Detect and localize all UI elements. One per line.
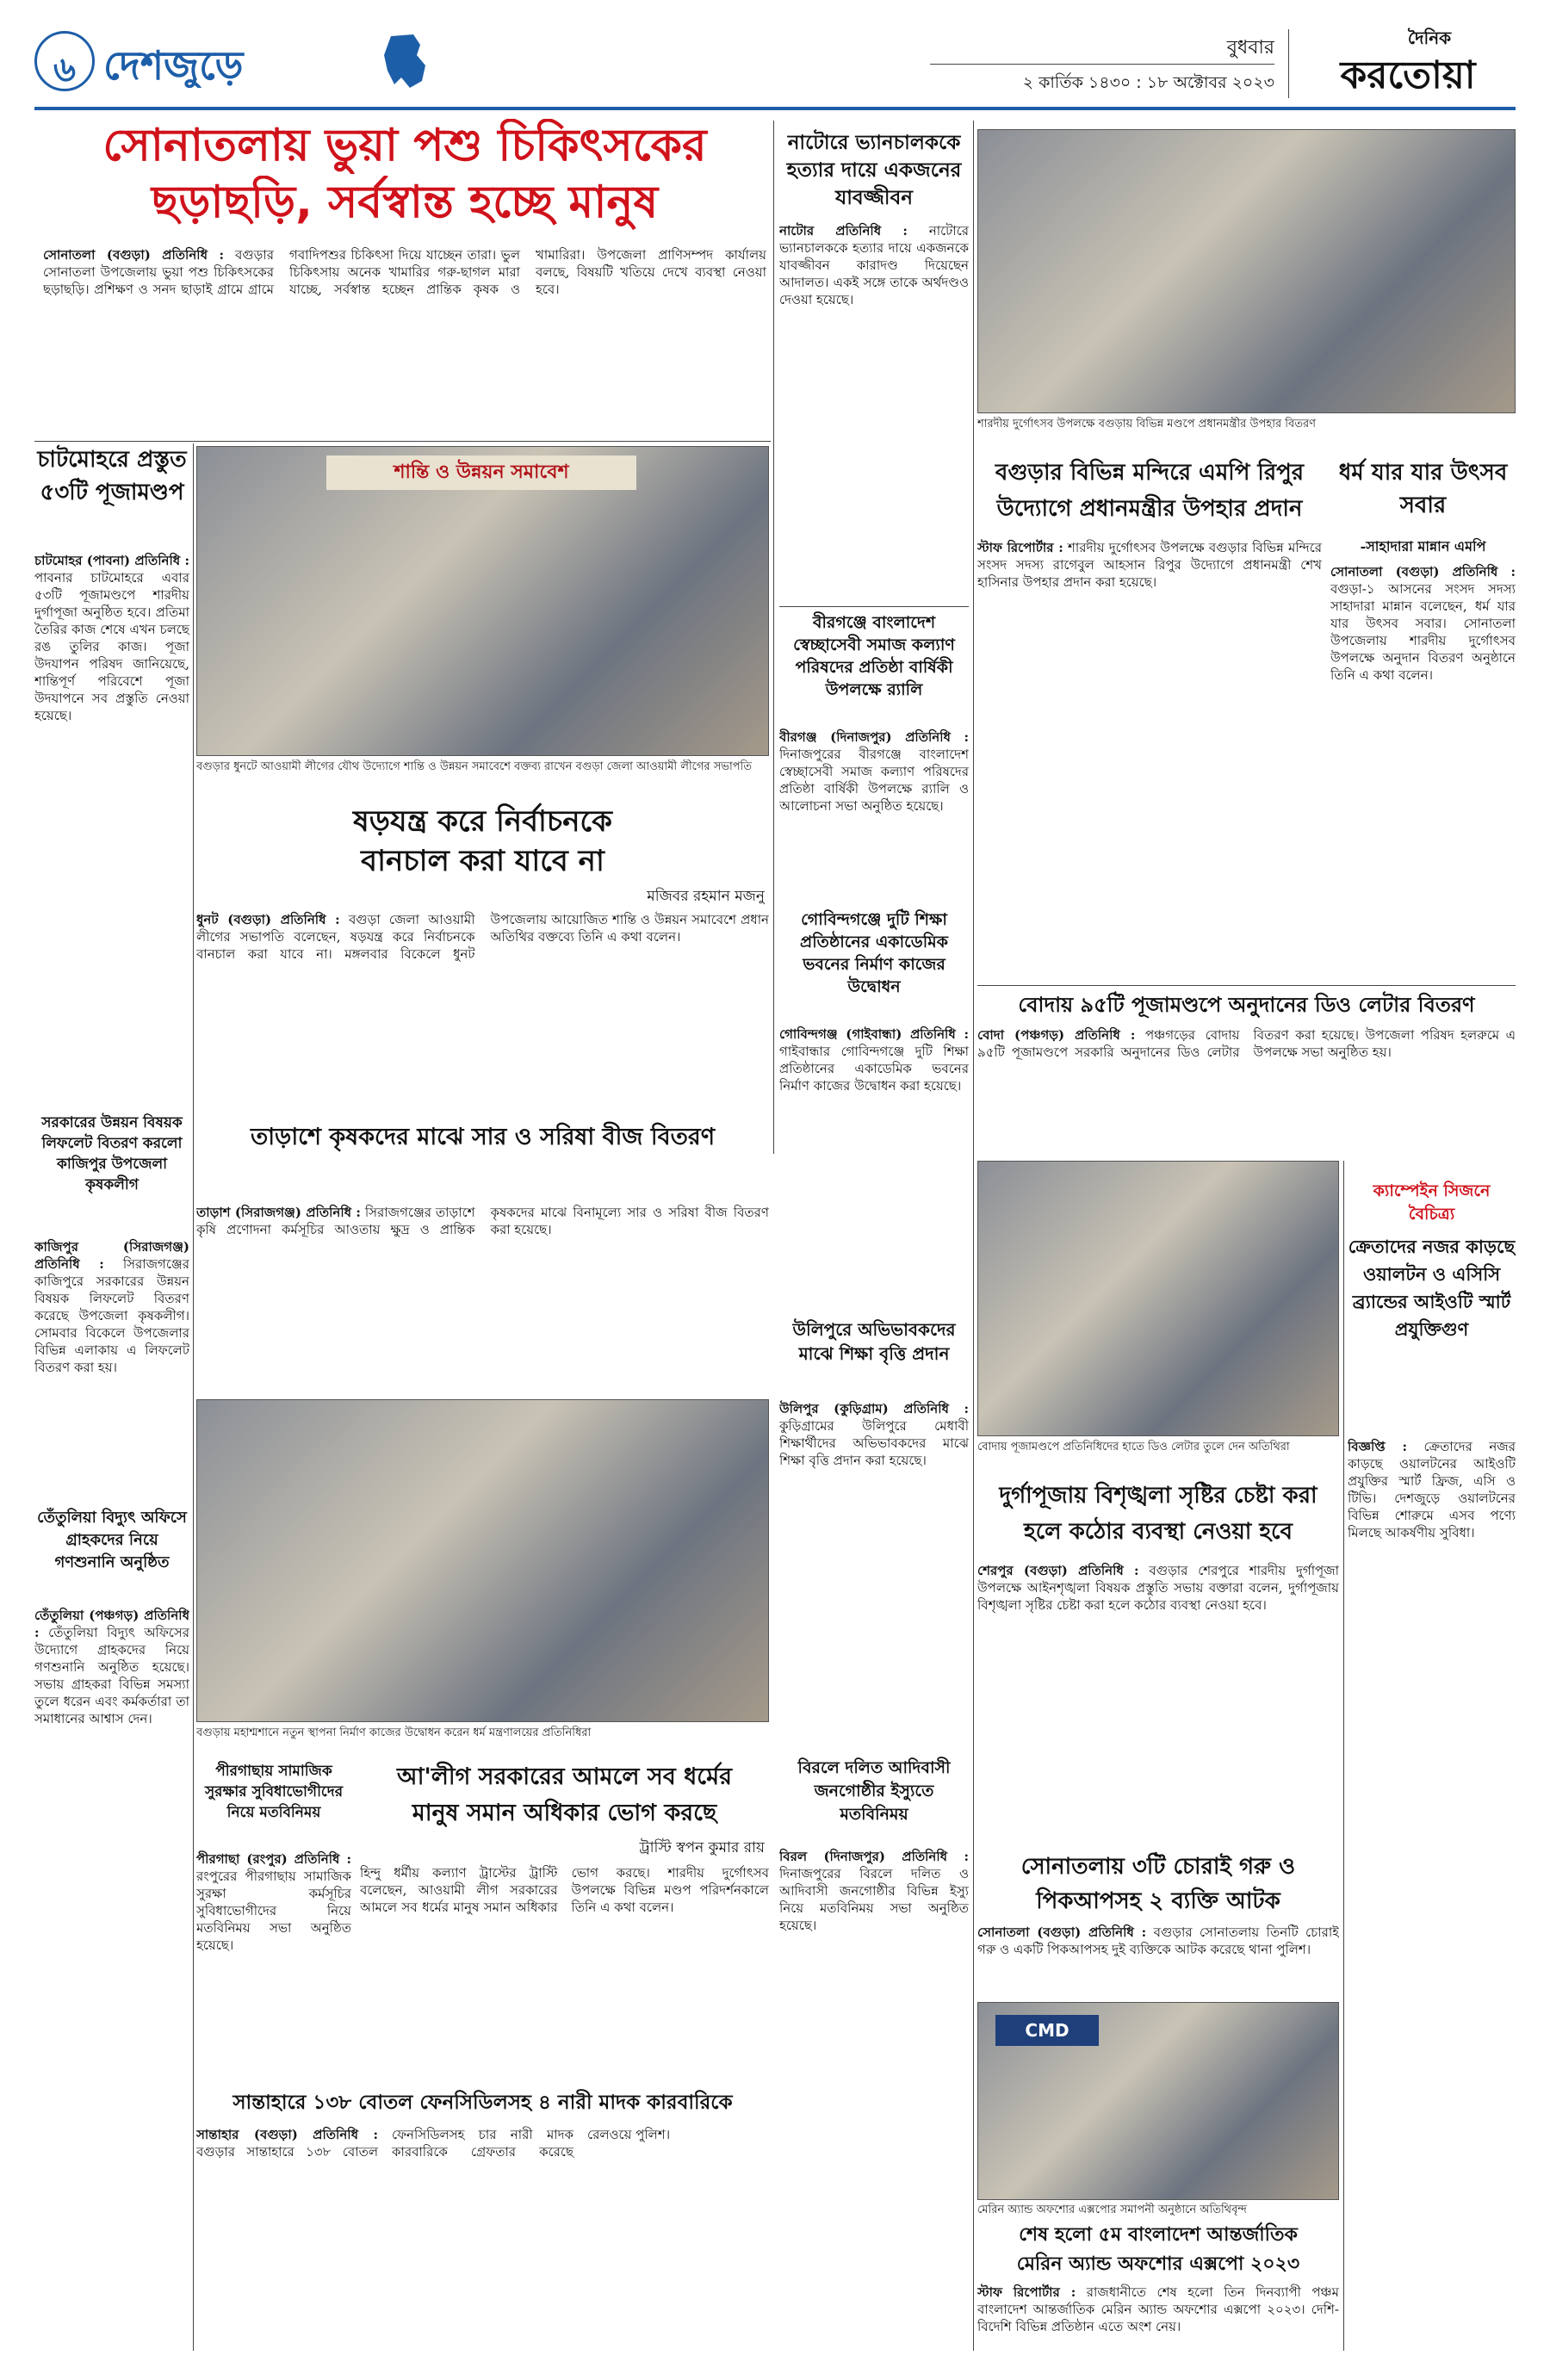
biral-headline: বিরলে দলিত আদিবাসী জনগোষ্ঠীর ইস্যুতে মতবিনিময়: [797, 1758, 951, 1824]
ripu-text: শারদীয় দুর্গোৎসব উপলক্ষে বগুড়ার বিভিন্ন মন্দিরে সংসদ সদস্য রাগেবুল আহসান রিপুর উদ্যোগে প্রধানমন্ত্রী শেখ হাসিনার উপহার প্রদান করা হয়েছে।: [977, 540, 1322, 590]
conspiracy-body: [196, 911, 769, 1109]
conspiracy-article: [196, 803, 769, 1113]
boda-photo: [977, 1161, 1339, 1436]
religions-body: হিন্দু ধর্মীয় কল্যাণ ট্রাস্টের ট্রাস্টি বলেছেন, আওয়ামী লীগ সরকারের আমলে সব ধর্মের মানুষ সমান অধিকার ভোগ করছে। শারদীয় দুর্গোৎসব উপলক্ষে বিভিন্ন মণ্ডপ পরিদর্শনকালে তিনি এ কথা বলেন।: [360, 1865, 769, 1915]
tetulia-headline: তেঁতুলিয়া বিদ্যুৎ অফিসে গ্রাহকদের নিয়ে গণশুনানি অনুষ্ঠিত: [37, 1509, 187, 1571]
natore-text: নাটোরে ভ্যানচালককে হত্যার দায়ে একজনকে যাবজ্জীবন কারাদণ্ড দিয়েছেন আদালত। একই সঙ্গে তাকে অর্থদণ্ডও দেওয়া হয়েছে।: [779, 223, 969, 307]
conspiracy-headline-line2: বানচাল করা যাবে না: [361, 844, 604, 878]
lead-text: বগুড়ার সোনাতলা উপজেলায় ভুয়া পশু চিকিৎসকের ছড়াছড়ি। প্রশিক্ষণ ও সনদ ছাড়াই গ্রামে গ্রামে গবাদিপশুর চিকিৎসা দিয়ে যাচ্ছেন তারা। ভুল চিকিৎসায় অনেক খামারির গরু-ছাগল মারা যাচ্ছে, সর্বস্বান্ত হচ্ছেন প্রান্তিক কৃষক ও খামারিরা। উপজেলা প্রাণিসম্পদ কার্যালয় বলছে, বিষয়টি খতিয়ে দেখে ব্যবস্থা নেওয়া হবে।: [43, 247, 766, 297]
natore-headline: নাটোরে ভ্যানচালককে হত্যার দায়ে একজনের যাবজ্জীবন: [786, 132, 962, 209]
tetulia-dateline: তেঁতুলিয়া (পঞ্চগড়) প্রতিনিধি :: [34, 1608, 189, 1640]
qazipur-headline: সরকারের উন্নয়ন বিষয়ক লিফলেট বিতরণ করলো কাজিপুর উপজেলা কৃষকলীগ: [41, 1114, 183, 1193]
biral-body: [779, 1848, 969, 2347]
paper-small-name: দৈনিক: [1407, 28, 1452, 46]
religions-article: [360, 1761, 769, 2079]
walton-dateline: বিজ্ঞপ্তি :: [1348, 1439, 1408, 1454]
religion-subhead: -সাহাদারা মান্নান এমপি: [1360, 538, 1486, 555]
tetulia-text: তেঁতুলিয়া বিদ্যুৎ অফিসের উদ্যোগে গ্রাহকদের নিয়ে গণশুনানি অনুষ্ঠিত হয়েছে। সভায় গ্রাহকরা বিভিন্ন সমস্যা তুলে ধরেন এবং কর্মকর্তারা তা সমাধানের আশ্বাস দেন।: [34, 1625, 189, 1726]
expo-dateline: স্টাফ রিপোর্টার :: [977, 2284, 1076, 2300]
religions-byline: ট্রাস্টি স্বপন কুমার রায়: [639, 1839, 765, 1856]
religions-headline-line2: মানুষ সমান অধিকার ভোগ করছে: [412, 1800, 717, 1826]
chatmohar-text: পাবনার চাটমোহরে এবার ৫৩টি পূজামণ্ডপে শারদীয় দুর্গাপূজা অনুষ্ঠিত হবে। প্রতিমা তৈরির কাজ শেষে এখন চলছে রঙ তুলির কাজ। পূজা উদযাপন পরিষদ জানিয়েছে, শান্তিপূর্ণ পরিবেশে পূজা উদযাপনে সব প্রস্তুতি নেওয়া হয়েছে।: [34, 570, 189, 723]
masthead: [34, 24, 1516, 103]
masthead-divider: [1288, 29, 1290, 98]
tetulia-body: [34, 1607, 189, 2347]
walton-article: [1348, 1180, 1516, 2351]
tarash-body: [196, 1204, 769, 1393]
rally-caption: বগুড়ার ধুনটে আওয়ামী লীগের যৌথ উদ্যোগে শান্তি ও উন্নয়ন সমাবেশে বক্তব্য রাখেন বগুড়া জেলা আওয়ামী লীগের সভাপতি: [196, 760, 753, 773]
sherpur-headline-line2: হলে কঠোর ব্যবস্থা নেওয়া হবে: [1024, 1519, 1293, 1545]
gobindaganj-body: [779, 1026, 969, 1310]
pirgachha-body: [196, 1850, 351, 2076]
ulipur-dateline: উলিপুর (কুড়িগ্রাম) প্রতিনিধি :: [779, 1401, 969, 1416]
ulipur-body: [779, 1400, 969, 1745]
conspiracy-text: বগুড়া জেলা আওয়ামী লীগের সভাপতি বলেছেন, ষড়যন্ত্র করে নির্বাচনকে বানচাল করা যাবে না। মঙ্গলবার বিকেলে ধুনট উপজেলায় আয়োজিত শান্তি ও উন্নয়ন সমাবেশে প্রধান অতিথির বক্তব্যে তিনি এ কথা বলেন।: [196, 912, 769, 962]
santahar-text: বগুড়ার সান্তাহারে ১৩৮ বোতল ফেনসিডিলসহ চার নারী মাদক কারবারিকে গ্রেফতার করেছে রেলওয়ে পুলিশ।: [196, 2127, 671, 2160]
walton-headline: ক্রেতাদের নজর কাড়ছে ওয়ালটন ও এসিসি ব্র্যান্ডের আইওটি স্মার্ট প্রযুক্তিগুণ: [1348, 1236, 1516, 1340]
row-rule: [779, 606, 969, 607]
theft-body: [977, 1924, 1339, 1996]
top-right-caption: শারদীয় দুর্গোৎসব উপলক্ষে বগুড়ায় বিভিন্ন মণ্ডপে প্রধানমন্ত্রীর উপহার বিতরণ: [977, 418, 1316, 431]
tarash-text: সিরাজগঞ্জের তাড়াশে কৃষি প্রণোদনা কর্মসূচির আওতায় ক্ষুদ্র ও প্রান্তিক কৃষকদের মাঝে বিনামূল্যে সার ও সরিষা বীজ বিতরণ করা হয়েছে।: [196, 1205, 769, 1237]
santahar-article: [196, 2088, 769, 2351]
ripu-headline-line1: বগুড়ার বিভিন্ন মন্দিরে এমপি রিপুর: [995, 460, 1305, 486]
sherpur-headline-line1: দুর্গাপূজায় বিশৃঙ্খলা সৃষ্টির চেষ্টা করা: [999, 1483, 1318, 1509]
birganj-article: [779, 611, 969, 904]
gobindaganj-headline: গোবিন্দগঞ্জে দুটি শিক্ষা প্রতিষ্ঠানের একাডেমিক ভবনের নির্মাণ কাজের উদ্বোধন: [800, 910, 948, 996]
santahar-body: [196, 2126, 769, 2348]
lead-article: [34, 119, 771, 437]
page-number-badge: [34, 31, 95, 91]
theft-headline-line1: সোনাতলায় ৩টি চোরাই গরু ও: [1020, 1854, 1296, 1880]
expo-headline-line2: মেরিন অ্যান্ড অফশোর এক্সপো ২০২৩: [1016, 2253, 1300, 2275]
conspiracy-dateline: ধুনট (বগুড়া) প্রতিনিধি :: [196, 912, 340, 927]
chatmohar-article: [34, 443, 189, 1106]
gobindaganj-text: গাইবান্ধার গোবিন্দগঞ্জে দুটি শিক্ষা প্রতিষ্ঠানের একাডেমিক ভবনের নির্মাণ কাজের উদ্বোধন করা হয়েছে।: [779, 1044, 969, 1094]
lead-dateline: সোনাতলা (বগুড়া) প্রতিনিধি :: [43, 247, 224, 263]
santahar-dateline: সান্তাহার (বগুড়া) প্রতিনিধি :: [196, 2127, 378, 2142]
sherpur-dateline: শেরপুর (বগুড়া) প্রতিনিধি :: [977, 1563, 1139, 1578]
paper-logo: করতোয়া: [1340, 53, 1476, 97]
lead-body: [43, 246, 766, 434]
expo-headline-line1: শেষ হলো ৫ম বাংলাদেশ আন্তর্জাতিক: [1019, 2224, 1298, 2246]
ulipur-headline: উলিপুরে অভিভাবকদের মাঝে শিক্ষা বৃত্তি প্রদান: [792, 1319, 956, 1364]
gobindaganj-dateline: গোবিন্দগঞ্জ (গাইবান্ধা) প্রতিনিধি :: [779, 1026, 969, 1042]
religion-article: [1330, 456, 1516, 1025]
top-right-photo: [977, 129, 1516, 413]
theft-dateline: সোনাতলা (বগুড়া) প্রতিনিধি :: [977, 1924, 1147, 1940]
theft-headline-line2: পিকআপসহ ২ ব্যক্তি আটক: [1036, 1888, 1280, 1914]
column-rule: [773, 121, 774, 1154]
expo-text: রাজধানীতে শেষ হলো তিন দিনব্যাপী পঞ্চম বাংলাদেশ আন্তর্জাতিক মেরিন অ্যান্ড অফশোর এক্সপো ২০২৩। দেশি-বিদেশি বিভিন্ন প্রতিষ্ঠান এতে অংশ নেয়।: [977, 2284, 1339, 2334]
boda-article: [977, 990, 1516, 1154]
expo-photo: [977, 2002, 1339, 2200]
qazipur-article: [34, 1113, 189, 1500]
rally-banner: শান্তি ও উন্নয়ন সমাবেশ: [326, 456, 636, 490]
birganj-text: দিনাজপুরের বীরগঞ্জে বাংলাদেশ স্বেচ্ছাসেবী সমাজ কল্যাণ পরিষদের প্রতিষ্ঠা বার্ষিকী উপলক্ষে র‍্যালি ও আলোচনা সভা অনুষ্ঠিত হয়েছে।: [779, 747, 969, 814]
expo-body: [977, 2284, 1339, 2349]
lead-headline-line1: সোনাতলায় ভুয়া পশু চিকিৎসকের: [102, 120, 707, 171]
boda-caption: বোদায় পূজামণ্ডপে প্রতিনিধিদের হাতে ডিও লেটার তুলে দেন অতিথিরা: [977, 1441, 1290, 1453]
boda-text: পঞ্চগড়ের বোদায় ৯৫টি পূজামণ্ডপে সরকারি অনুদানের ডিও লেটার বিতরণ করা হয়েছে। উপজেলা পরিষদ হলরুমে এ উপলক্ষে সভা অনুষ্ঠিত হয়।: [977, 1027, 1516, 1060]
tarash-article: [196, 1119, 769, 1395]
page-number: ৬: [53, 50, 76, 90]
qazipur-body: [34, 1238, 189, 1497]
qazipur-dateline: কাজিপুর (সিরাজগঞ্জ) প্রতিনিধি :: [34, 1239, 189, 1272]
pirgachha-article: [196, 1761, 351, 2079]
date-line: ২ কার্তিক ১৪৩০ : ১৮ অক্টোবর ২০২৩: [1022, 73, 1274, 92]
tarash-dateline: তাড়াশ (সিরাজগঞ্জ) প্রতিনিধি :: [196, 1205, 361, 1220]
column-rule: [973, 121, 974, 2351]
ulipur-article: [779, 1317, 969, 1748]
ulipur-text: কুড়িগ্রামের উলিপুরে মেধাবী শিক্ষার্থীদের অভিভাবকদের মাঝে শিক্ষা বৃত্তি প্রদান করা হয়েছে।: [779, 1418, 969, 1468]
rally-photo: [196, 446, 769, 756]
section-title: দেশজুড়ে: [103, 42, 244, 88]
chatmohar-headline: চাটমোহরে প্রস্তুত ৫৩টি পূজামণ্ডপ: [37, 447, 187, 505]
pirgachha-text: রংপুরের পীরগাছায় সামাজিক সুরক্ষা কর্মসূচির সুবিধাভোগীদের নিয়ে মতবিনিময় সভা অনুষ্ঠিত হয়েছে।: [196, 1869, 351, 1953]
weekday: বুধবার: [1226, 37, 1274, 59]
sherpur-text: বগুড়ার শেরপুরে শারদীয় দুর্গাপূজা উপলক্ষে আইনশৃঙ্খলা বিষয়ক প্রস্তুতি সভায় বক্তারা বলেন, দুর্গাপূজায় বিশৃঙ্খলা সৃষ্টির চেষ্টা করা হলে কঠোর ব্যবস্থা নেওয়া হবে।: [977, 1563, 1339, 1613]
walton-text: ক্রেতাদের নজর কাড়ছে ওয়ালটনের আইওটি প্রযুক্তির স্মার্ট ফ্রিজ, এসি ও টিভি। দেশজুড়ে ওয়ালটনের বিভিন্ন শোরুমে এসব পণ্যে মিলছে আকর্ষণীয় সুবিধা।: [1348, 1439, 1516, 1540]
expo-caption: মেরিন অ্যান্ড অফশোর এক্সপোর সমাপনী অনুষ্ঠানে অতিথিবৃন্দ: [977, 2203, 1247, 2216]
ripu-headline-line2: উদ্যোগে প্রধানমন্ত্রীর উপহার প্রদান: [996, 496, 1303, 522]
conspiracy-byline: মজিবর রহমান মজনু: [647, 888, 765, 905]
ripu-body: [977, 539, 1322, 970]
biral-text: দিনাজপুরের বিরলে দলিত ও আদিবাসী জনগোষ্ঠীর বিভিন্ন ইস্যু নিয়ে মতবিনিময় সভা অনুষ্ঠিত হয়েছে।: [779, 1866, 969, 1933]
boda-headline: বোদায় ৯৫টি পূজামণ্ডপে অনুদানের ডিও লেটার বিতরণ: [1018, 993, 1475, 1017]
lead-headline-line2: ছড়াছড়ি, সর্বস্বান্ত হচ্ছে মানুষ: [151, 177, 659, 228]
qazipur-text: সিরাজগঞ্জের কাজিপুরে সরকারের উন্নয়ন বিষয়ক লিফলেট বিতরণ করেছে উপজেলা কৃষকলীগ। সোমবার বিকেলে উপজেলার বিভিন্ন এলাকায় এ লিফলেট বিতরণ করা হয়।: [34, 1256, 189, 1375]
expo-article: [977, 2222, 1339, 2351]
ripu-article: [977, 456, 1322, 982]
masthead-rule: [34, 107, 1516, 110]
column-rule: [1343, 1161, 1344, 2351]
pirgachha-headline: পীরগাছায় সামাজিক সুরক্ষার সুবিধাভোগীদের নিয়ে মতবিনিময়: [204, 1763, 344, 1821]
sherpur-article: [977, 1479, 1339, 1841]
religion-text: বগুড়া-১ আসনের সংসদ সদস্য সাহাদারা মান্নান বলেছেন, ধর্ম যার যার উৎসব সবার। সোনাতলা উপজেলায় শারদীয় দুর্গোৎসব উপলক্ষে অনুদান বিতরণ অনুষ্ঠানে তিনি এ কথা বলেন।: [1330, 581, 1516, 683]
column-rule: [193, 443, 194, 2351]
tetulia-article: [34, 1507, 189, 2351]
tarash-headline: তাড়াশে কৃষকদের মাঝে সার ও সরিষা বীজ বিতরণ: [250, 1124, 716, 1150]
biral-dateline: বিরল (দিনাজপুর) প্রতিনিধি :: [779, 1849, 969, 1864]
theft-article: [977, 1851, 1339, 1998]
sherpur-body: [977, 1562, 1339, 1838]
expo-banner: CMD: [995, 2015, 1099, 2046]
temple-photo: [196, 1399, 769, 1722]
date-divider: [930, 64, 1274, 65]
natore-article: [779, 129, 969, 603]
pirgachha-dateline: পীরগাছা (রংপুর) প্রতিনিধি :: [196, 1851, 351, 1867]
biral-article: [779, 1757, 969, 2351]
natore-body: [779, 222, 969, 601]
religion-headline: ধর্ম যার যার উৎসব সবার: [1338, 460, 1508, 518]
santahar-headline: সান্তাহারে ১৩৮ বোতল ফেনসিডিলসহ ৪ নারী মাদক কারবারিকে: [232, 2092, 733, 2114]
conspiracy-headline-line1: ষড়যন্ত্র করে নির্বাচনকে: [353, 804, 612, 839]
walton-body: [1348, 1438, 1516, 2342]
ripu-dateline: স্টাফ রিপোর্টার :: [977, 540, 1063, 555]
natore-dateline: নাটোর প্রতিনিধি :: [779, 223, 908, 239]
row-rule: [34, 441, 771, 442]
birganj-dateline: বীরগঞ্জ (দিনাজপুর) প্রতিনিধি :: [779, 729, 969, 745]
religion-dateline: সোনাতলা (বগুড়া) প্রতিনিধি :: [1330, 564, 1516, 580]
gobindaganj-article: [779, 908, 969, 1313]
chatmohar-dateline: চাটমোহর (পাবনা) প্রতিনিধি :: [34, 553, 189, 568]
walton-kicker: ক্যাম্পেইন সিজনে বৈচিত্র্য: [1373, 1181, 1491, 1224]
theft-text: বগুড়ার সোনাতলায় তিনটি চোরাই গরু ও একটি পিকআপসহ দুই ব্যক্তিকে আটক করেছে থানা পুলিশ।: [977, 1924, 1339, 1957]
temple-caption: বগুড়ায় মহাশ্মশানে নতুন স্থাপনা নির্মাণ কাজের উদ্বোধন করেন ধর্ম মন্ত্রণালয়ের প্রতিনিধিরা: [196, 1726, 592, 1739]
boda-body: [977, 1026, 1516, 1150]
birganj-headline: বীরগঞ্জে বাংলাদেশ স্বেচ্ছাসেবী সমাজ কল্যাণ পরিষদের প্রতিষ্ঠা বার্ষিকী উপলক্ষে র‍্যালি: [793, 613, 955, 699]
religions-headline-line1: আ'লীগ সরকারের আমলে সব ধর্মের: [396, 1763, 732, 1790]
row-rule: [977, 985, 1516, 986]
boda-dateline: বোদা (পঞ্চগড়) প্রতিনিধি :: [977, 1027, 1136, 1043]
bangladesh-map-icon: [379, 33, 431, 90]
religion-body: [1330, 563, 1516, 1020]
birganj-body: [779, 728, 969, 901]
chatmohar-body: [34, 552, 189, 1103]
